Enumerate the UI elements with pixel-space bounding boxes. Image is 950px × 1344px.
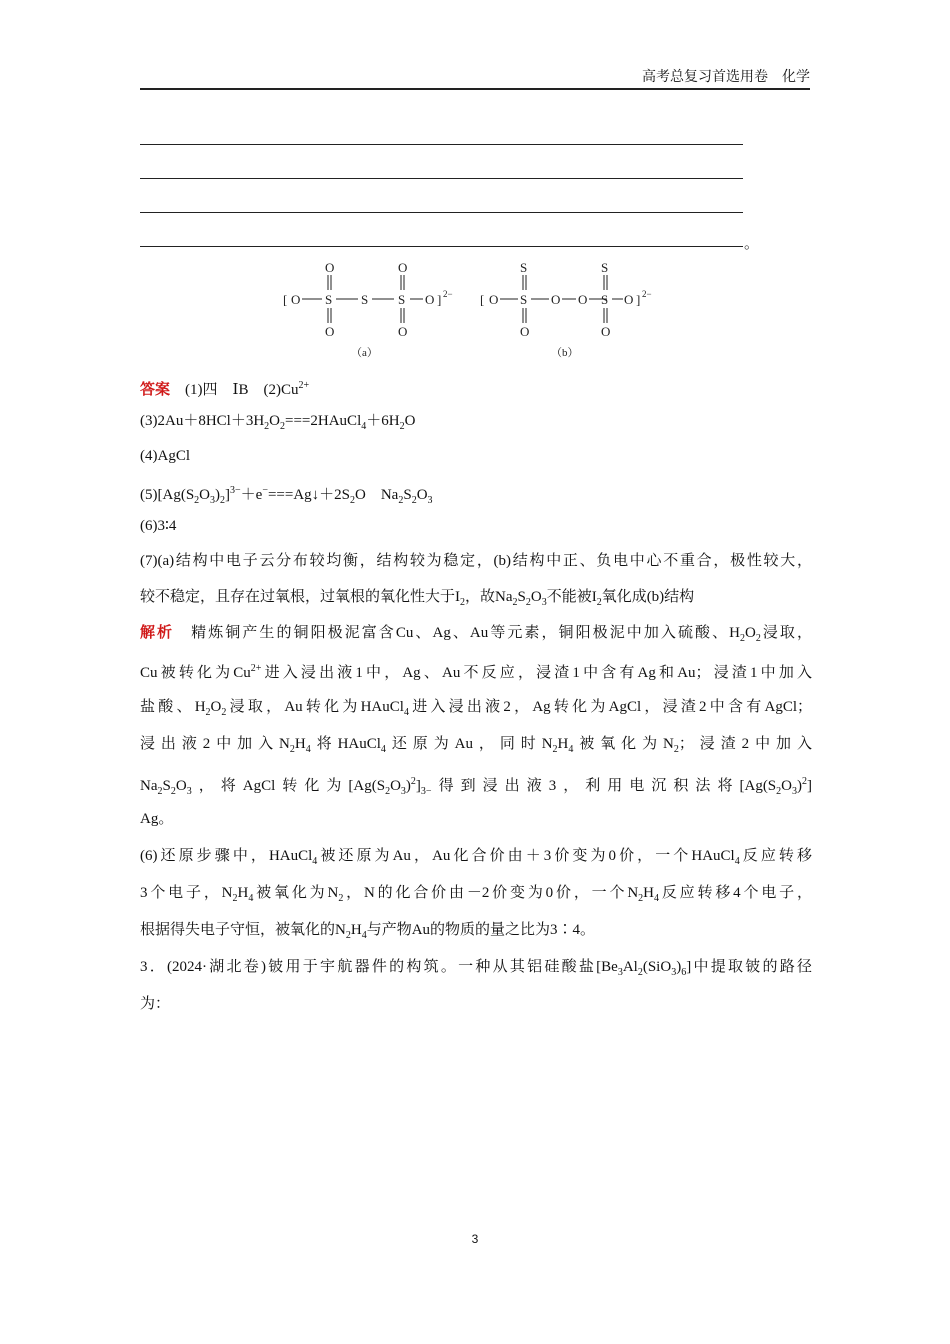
page-number: 3 <box>471 1232 479 1246</box>
structure-b <box>480 260 652 359</box>
svg-text:O: O <box>489 292 499 307</box>
svg-text:O: O <box>578 292 588 307</box>
svg-text:O: O <box>551 292 561 307</box>
answer-line: (4)AgCl <box>140 448 190 464</box>
analysis-line: Cu被转化为$Cu^{2+}$进入浸出液1中，Ag、Au不反应，浸渣1中含有Ag和Au；浸渣1中加入 <box>140 663 812 681</box>
answer-line: 较不稳定，且存在过氧根，过氧根的氧化性大于$I_2$，故$Na_2S_2O_3$不能被$I_2$氧化成(b)结构 <box>140 589 695 608</box>
answer-blank-line <box>140 144 743 145</box>
svg-text:S: S <box>601 292 609 307</box>
question3-line: 为： <box>140 996 171 1012</box>
svg-text:S: S <box>520 260 528 275</box>
svg-text:O: O <box>325 260 335 275</box>
svg-text:O: O <box>398 260 408 275</box>
svg-text:2−: 2− <box>642 289 652 299</box>
svg-text:S: S <box>520 292 528 307</box>
answer-label: 答案 <box>140 382 171 398</box>
svg-text:O: O <box>291 292 301 307</box>
svg-text:O: O <box>601 324 611 339</box>
answer-blank-line <box>140 246 743 247</box>
svg-text:[: [ <box>480 292 485 307</box>
analysis-label: 解析 <box>140 625 175 641</box>
analysis-line: $Na_2S_2O_3$，将AgCl转化为$[Ag(S_2O_3)^2]_{3-}$得到浸出液3，利用电沉积法将$[Ag(S_2O_3)^2]$ <box>140 776 812 797</box>
answer-line: $(5)[Ag(S_2O_3)_2]^{3-}+e^-===Ag↓+2S_2O$ $Na_2S_2O_3$ <box>140 485 433 506</box>
svg-text:O: O <box>398 324 408 339</box>
blank-period: 。 <box>744 236 760 252</box>
analysis-line: 解析 精炼铜产生的铜阳极泥富含Cu、Ag、Au等元素，铜阳极泥中加入硫酸、$H_2O_2$浸取， <box>140 625 812 644</box>
label-a: （a） <box>351 347 378 359</box>
svg-text:]: ] <box>437 292 442 307</box>
answer-blank-line <box>140 178 743 179</box>
svg-text:]: ] <box>636 292 641 307</box>
svg-text:S: S <box>325 292 333 307</box>
analysis-line: 3个电子，$N_2H_4$被氧化为$N_2$，N的化合价由－2价变为0价，一个$N_2H_4$反应转移4个电子， <box>140 885 812 904</box>
analysis-line: (6)还原步骤中，HAuCl$_4$被还原为Au，Au化合价由＋3价变为0价，一个HAuCl$_4$反应转移 <box>140 848 812 867</box>
label-b: （b） <box>551 347 579 359</box>
structure-figure <box>283 260 673 360</box>
svg-text:O: O <box>520 324 530 339</box>
analysis-line: 盐酸、$H_2O_2$浸取，Au转化为HAuCl$_4$进入浸出液2，Ag转化为AgCl，浸渣2中含有AgCl； <box>140 699 812 718</box>
svg-text:O: O <box>325 324 335 339</box>
answer-line: 答案 (1)四 ⅠB $(2)Cu^{2+}$ <box>140 380 310 398</box>
analysis-line: 根据得失电子守恒，被氧化的$N_2H_4$与产物Au的物质的量之比为3∶4。 <box>140 922 596 941</box>
structure-a <box>283 260 453 359</box>
svg-text:S: S <box>601 260 609 275</box>
answer-line: $(3)2Au+8HCl+3H_2O_2===2HAuCl_4+6H_2O$ <box>140 413 416 432</box>
svg-text:2−: 2− <box>443 289 453 299</box>
svg-text:O: O <box>624 292 634 307</box>
svg-text:S: S <box>361 292 369 307</box>
bracket: [ <box>283 292 288 307</box>
answer-blank-line <box>140 212 743 213</box>
page-header <box>140 66 810 90</box>
analysis-line: 浸出液2中加入$N_2H_4$将HAuCl$_4$还原为Au，同时$N_2H_4$被氧化为$N_2$；浸渣2中加入 <box>140 736 812 755</box>
answer-line: (6)3∶4 <box>140 518 177 534</box>
svg-text:O: O <box>425 292 435 307</box>
header-title: 高考总复习首选用卷 化学 <box>642 70 810 85</box>
question3-line: 3．(2024·湖北卷)铍用于宇航器件的构筑。一种从其铝硅酸盐$[Be_3Al_2(SiO_3)_6]$中提取铍的路径 <box>140 959 812 978</box>
answer-line: (7)(a)结构中电子云分布较均衡，结构较为稳定，(b)结构中正、负电中心不重合，极性较大， <box>140 553 812 569</box>
analysis-line: Ag。 <box>140 811 174 827</box>
svg-text:S: S <box>398 292 406 307</box>
